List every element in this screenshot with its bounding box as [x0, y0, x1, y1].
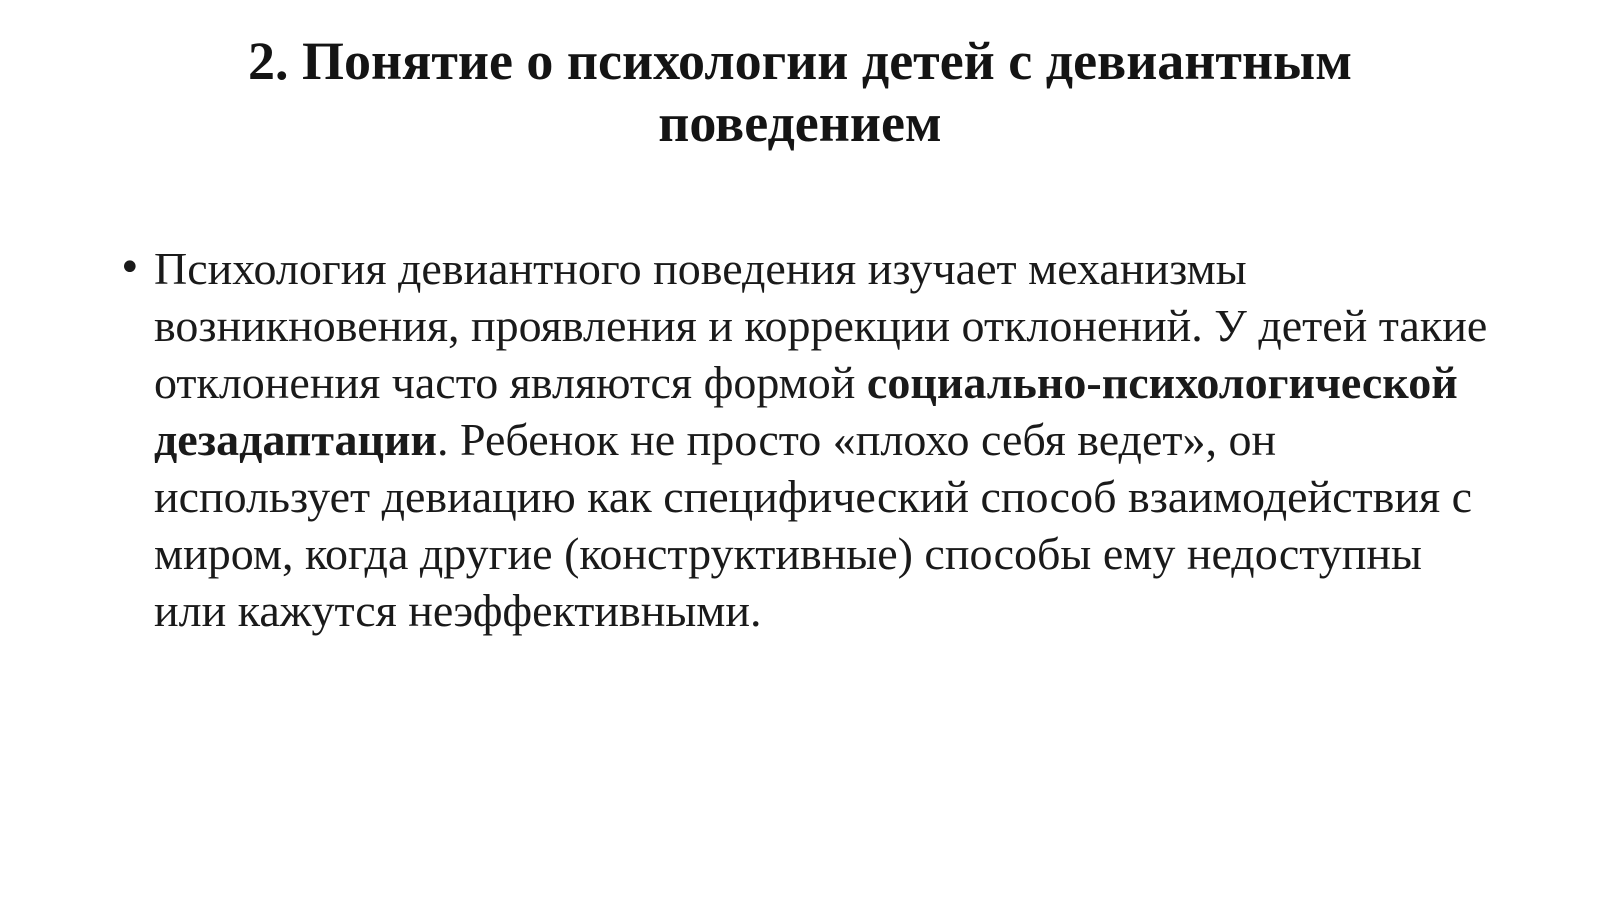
bullet-item: [118, 240, 1488, 639]
slide-title: 2. Понятие о психологии детей с девиантным поведением: [247, 31, 1353, 153]
bullet-bold-term: социально-психологической дезадаптации: [154, 357, 1458, 465]
bullet-list: [118, 240, 1488, 639]
bullet-marker: •: [118, 245, 142, 291]
bullet-text-before: Психология девиантного поведения изучает механизмы возникновения, проявления и коррекции отклонений. У детей такие отклонения часто являются формой: [154, 243, 1488, 408]
bullet-text-after: . Ребенок не просто «плохо себя ведет», он использует девиацию как специфический способ взаимодействия с миром, когда другие (конструктивные) способы ему недоступны или кажутся неэффективными.: [154, 414, 1473, 636]
